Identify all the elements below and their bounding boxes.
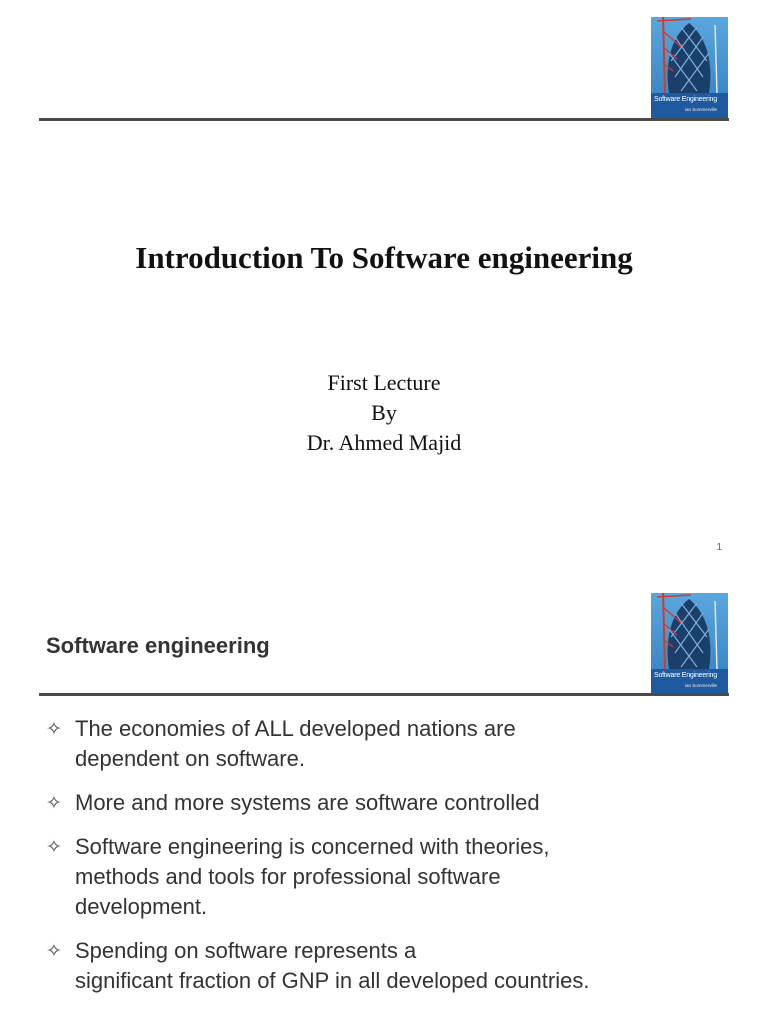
bullet-item [46,788,736,818]
subtitle-line-lecture: First Lecture [327,370,441,395]
slide-heading: Software engineering [46,633,270,658]
book-cover-image [651,593,728,695]
book-cover-author: ian Sommerville [685,683,718,688]
bullet-item [46,714,736,774]
bullet-text: The economies of ALL developed nations are dependent on software. [75,716,516,771]
slide-2 [0,577,768,1024]
diamond-star-icon: ✧ [46,718,62,740]
subtitle-block [0,368,768,458]
bullet-list [46,714,736,1010]
diamond-star-icon: ✧ [46,836,62,858]
header-rule [39,118,729,121]
bullet-text: Software engineering is concerned with theories, methods and tools for professional software development. [75,834,550,919]
subtitle-line-by: By [371,400,397,425]
book-cover-title: Software Engineering [654,96,717,103]
subtitle-line-author: Dr. Ahmed Majid [306,430,462,455]
page-number: 1 [716,542,722,553]
diamond-star-icon: ✧ [46,940,62,962]
bullet-item [46,936,736,996]
bullet-text: More and more systems are software controlled [75,790,540,815]
book-cover-image [651,17,728,119]
diamond-star-icon: ✧ [46,792,62,814]
book-cover-author: ian Sommerville [685,107,718,112]
slide-title: Introduction To Software engineering [135,240,633,275]
bullet-item [46,832,736,922]
header-rule [39,693,729,696]
book-cover-title: Software Engineering [654,672,717,679]
bullet-text: Spending on software represents a significant fraction of GNP in all developed countries. [75,938,590,993]
